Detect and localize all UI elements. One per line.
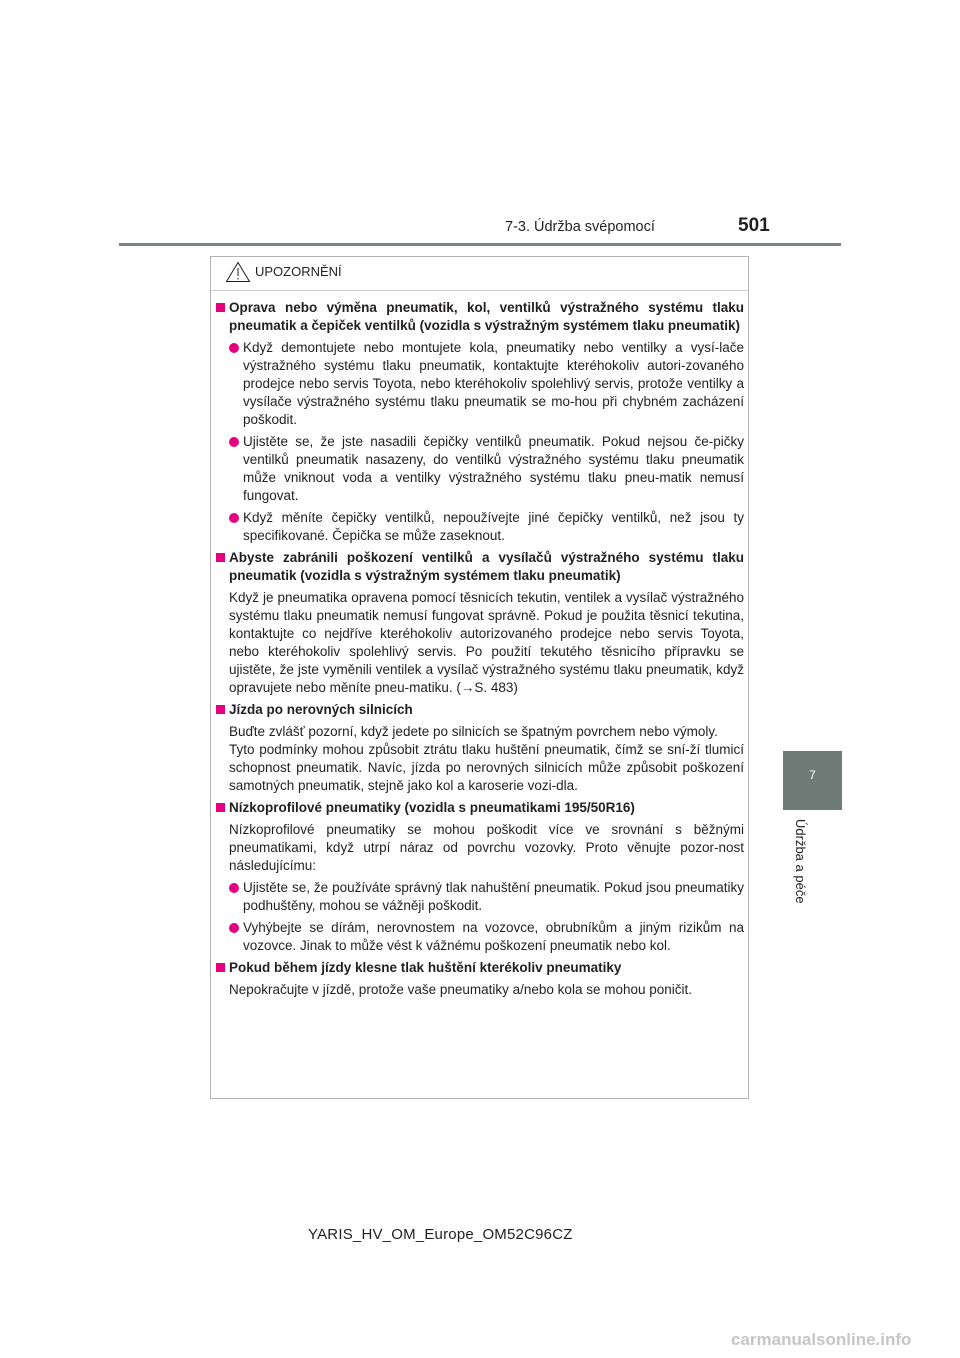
warning-bullet: Když měníte čepičky ventilků, nepoužívejte jiné čepičky ventilků, než jsou ty specifikované. Čepička se může zaseknout.: [216, 509, 744, 545]
paragraph-line: Tyto podmínky mohou způsobit ztrátu tlaku huštění pneumatik, čímž se sní-ží tlumicí schopnost pneumatik. Navíc, jízda po nerovných silnicích může způsobit poškození samotných pneumatik, stejně jako kol a karoserie vozi-dla.: [229, 742, 744, 793]
warning-box: [210, 256, 749, 1099]
document-code: YARIS_HV_OM_Europe_OM52C96CZ: [308, 1226, 573, 1243]
warning-heading: Pokud během jízdy klesne tlak huštění kterékoliv pneumatiky: [216, 959, 744, 977]
header-rule: [119, 243, 841, 246]
chapter-tab: [783, 751, 842, 810]
warning-paragraph: [216, 723, 744, 795]
warning-bullet: Ujistěte se, že používáte správný tlak nahuštění pneumatik. Pokud jsou pneumatiky podhuštěny, mohou se vážněji poškodit.: [216, 879, 744, 915]
page-number: 501: [738, 215, 770, 236]
section-title: 7-3. Údržba svépomocí: [505, 219, 655, 235]
warning-paragraph: Když je pneumatika opravena pomocí těsnicích tekutin, ventilek a vysílač výstražného systému tlaku pneumatik nemusí fungovat správně. Pokud je použita těsnicí tekutina, kontaktujte co nejdříve kteréhokoliv autorizovaného prodejce nebo servis Toyota, nebo kteréhokoliv spolehlivý servis. Po použití tekutého těsnicího přípravku se ujistěte, že jste vyměnili ventilek a vysílač výstražného systému tlaku pneumatik, když opravujete nebo měníte pneu-matiku. (→S. 483): [229, 590, 744, 695]
warning-heading: Oprava nebo výměna pneumatik, kol, ventilků výstražného systému tlaku pneumatik a čepiček ventilků (vozidla s výstražným systémem tlaku pneumatik): [216, 299, 744, 335]
square-bullet-icon: [216, 963, 225, 972]
circle-bullet-icon: [229, 923, 239, 933]
square-bullet-icon: [216, 705, 225, 714]
paragraph-line: Buďte zvlášť pozorní, když jedete po silnicích se špatným povrchem nebo výmoly.: [229, 724, 718, 739]
circle-bullet-icon: [229, 513, 239, 523]
warning-triangle-icon: [225, 261, 251, 283]
warning-heading: Jízda po nerovných silnicích: [216, 701, 744, 719]
warning-bullet: Ujistěte se, že jste nasadili čepičky ventilků pneumatik. Pokud nejsou če-pičky ventilků pneumatik nasazeny, do ventilků výstražného systému tlaku pneumatik může vniknout voda a ventilky výstražného systému tlaku pneu-matik nemusí fungovat.: [216, 433, 744, 505]
warning-bullet: Vyhýbejte se dírám, nerovnostem na vozovce, obrubníkům a jiným rizikům na vozovce. Jinak to může vést k vážnému poškození pneumatik nebo kol.: [216, 919, 744, 955]
chapter-number: 7: [809, 768, 816, 782]
warning-heading: Abyste zabránili poškození ventilků a vysílačů výstražného systému tlaku pneumatik (vozidla s výstražným systémem tlaku pneumatik): [216, 549, 744, 585]
square-bullet-icon: [216, 553, 225, 562]
square-bullet-icon: [216, 803, 225, 812]
circle-bullet-icon: [229, 343, 239, 353]
circle-bullet-icon: [229, 883, 239, 893]
watermark: carmanualsonline.info: [731, 1330, 912, 1349]
warning-title: UPOZORNĚNÍ: [255, 264, 342, 279]
square-bullet-icon: [216, 303, 225, 312]
warning-bullet: Když demontujete nebo montujete kola, pneumatiky nebo ventilky a vysí-lače výstražného systému tlaku pneumatik, kontaktujte kteréhokoliv autori-zovaného prodejce nebo servis Toyota, nebo kteréhokoliv spolehlivý servis, protože ventilky a vysílače výstražného systému tlaku pneumatik se mo-hou při chybném zacházení poškodit.: [216, 339, 744, 429]
warning-paragraph: Nepokračujte v jízdě, protože vaše pneumatiky a/nebo kola se mohou poničit.: [229, 982, 693, 997]
warning-heading: Nízkoprofilové pneumatiky (vozidla s pneumatikami 195/50R16): [216, 799, 744, 817]
warning-paragraph: Nízkoprofilové pneumatiky se mohou poškodit více ve srovnání s běžnými pneumatikami, když utrpí náraz od povrchu vozovky. Proto věnujte pozor-nost následujícímu:: [229, 822, 744, 873]
circle-bullet-icon: [229, 437, 239, 447]
warning-header: [211, 257, 748, 291]
warning-content: [216, 299, 744, 1003]
chapter-title: Údržba a péče: [793, 819, 808, 904]
